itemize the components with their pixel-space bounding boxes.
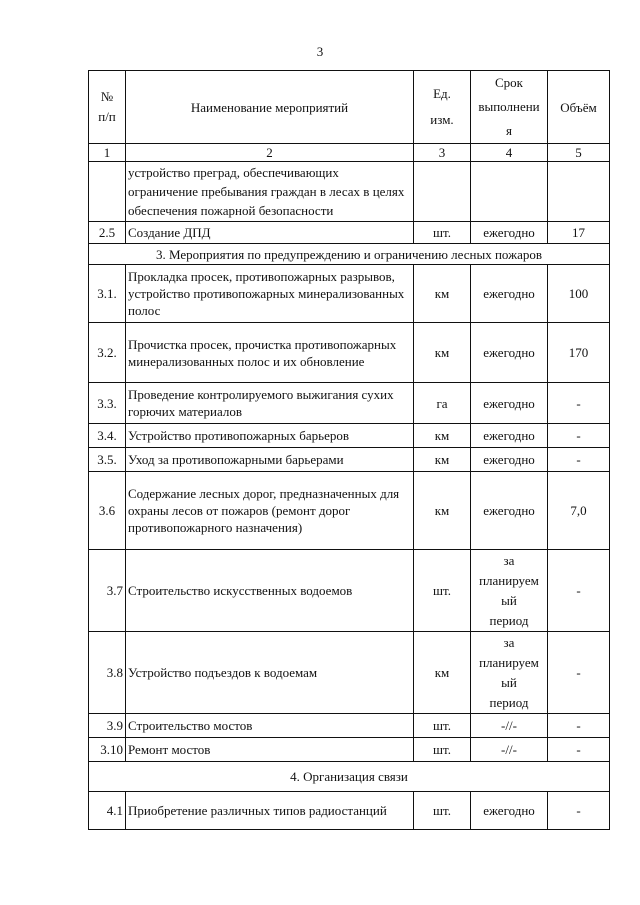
cell-num: 3.6 — [89, 472, 126, 550]
cell-num: 3.2. — [89, 323, 126, 383]
table-row — [89, 222, 610, 244]
table-row — [89, 550, 610, 632]
cell-unit: шт. — [414, 222, 471, 244]
cell-num: 3.9 — [89, 714, 126, 738]
cell-volume: 100 — [548, 265, 610, 323]
table-header-row — [89, 71, 610, 144]
section-title: 3. Мероприятия по предупреждению и ограничению лесных пожаров — [89, 244, 610, 265]
cell-name: Строительство искусственных водоемов — [126, 550, 414, 632]
table-row — [89, 738, 610, 762]
cell-name: Прочистка просек, прочистка противопожарных минерализованных полос и их обновление — [126, 323, 414, 383]
cell-unit: шт. — [414, 792, 471, 830]
cell-term — [471, 162, 548, 222]
cell-volume: - — [548, 738, 610, 762]
cell-volume: - — [548, 792, 610, 830]
cell-unit: км — [414, 265, 471, 323]
cell-num: 4.1 — [89, 792, 126, 830]
cell-volume: 17 — [548, 222, 610, 244]
column-number: 5 — [548, 144, 610, 162]
cell-num: 3.7 — [89, 550, 126, 632]
cell-volume — [548, 162, 610, 222]
table-row — [89, 448, 610, 472]
cell-unit — [414, 162, 471, 222]
cell-name: Создание ДПД — [126, 222, 414, 244]
cell-name-continued: устройство преград, обеспечивающих ограничение пребывания граждан в лесах в целях обеспечения пожарной безопасности — [126, 162, 414, 222]
cell-unit: км — [414, 448, 471, 472]
cell-unit: га — [414, 383, 471, 424]
column-number: 4 — [471, 144, 548, 162]
cell-unit: км — [414, 424, 471, 448]
table-row — [89, 424, 610, 448]
table-row — [89, 632, 610, 714]
cell-name: Устройство противопожарных барьеров — [126, 424, 414, 448]
table-row — [89, 714, 610, 738]
table-row — [89, 792, 610, 830]
cell-unit: км — [414, 472, 471, 550]
column-number: 1 — [89, 144, 126, 162]
cell-volume: - — [548, 448, 610, 472]
header-unit: Ед. изм. — [414, 71, 471, 144]
cell-num: 3.5. — [89, 448, 126, 472]
cell-num: 3.8 — [89, 632, 126, 714]
section-header-4 — [89, 762, 610, 792]
section-header-3 — [89, 244, 610, 265]
table-row — [89, 162, 610, 222]
activities-table — [88, 70, 610, 830]
cell-name: Строительство мостов — [126, 714, 414, 738]
page-number: 3 — [316, 44, 324, 59]
cell-term: ежегодно — [471, 472, 548, 550]
cell-term: -//- — [471, 738, 548, 762]
cell-name: Ремонт мостов — [126, 738, 414, 762]
column-numbers-row — [89, 144, 610, 162]
cell-term: ежегодно — [471, 323, 548, 383]
cell-volume: - — [548, 714, 610, 738]
cell-volume: - — [548, 383, 610, 424]
cell-name: Приобретение различных типов радиостанций — [126, 792, 414, 830]
table-row — [89, 323, 610, 383]
cell-unit: км — [414, 632, 471, 714]
cell-name: Прокладка просек, противопожарных разрывов, устройство противопожарных минерализованных полос — [126, 265, 414, 323]
header-volume: Объём — [548, 71, 610, 144]
cell-term: ежегодно — [471, 792, 548, 830]
table-row — [89, 472, 610, 550]
cell-num: 3.4. — [89, 424, 126, 448]
cell-num: 3.10 — [89, 738, 126, 762]
cell-unit: шт. — [414, 738, 471, 762]
cell-volume: 7,0 — [548, 472, 610, 550]
cell-term: ежегодно — [471, 448, 548, 472]
header-num: № п/п — [89, 71, 126, 144]
cell-volume: - — [548, 550, 610, 632]
header-name: Наименование мероприятий — [126, 71, 414, 144]
table-row — [89, 265, 610, 323]
cell-term: ежегодно — [471, 265, 548, 323]
cell-num: 2.5 — [89, 222, 126, 244]
section-title: 4. Организация связи — [89, 762, 610, 792]
cell-name: Проведение контролируемого выжигания сухих горючих материалов — [126, 383, 414, 424]
cell-num: 3.1. — [89, 265, 126, 323]
cell-num: 3.3. — [89, 383, 126, 424]
cell-name: Устройство подъездов к водоемам — [126, 632, 414, 714]
header-term: Срок выполнени я — [471, 71, 548, 144]
cell-unit: шт. — [414, 714, 471, 738]
cell-volume: - — [548, 424, 610, 448]
column-number: 3 — [414, 144, 471, 162]
table-row — [89, 383, 610, 424]
cell-num — [89, 162, 126, 222]
cell-name: Уход за противопожарными барьерами — [126, 448, 414, 472]
cell-term: за планируем ый период — [471, 632, 548, 714]
cell-term: -//- — [471, 714, 548, 738]
cell-unit: шт. — [414, 550, 471, 632]
cell-name: Содержание лесных дорог, предназначенных для охраны лесов от пожаров (ремонт дорог противопожарного назначения) — [126, 472, 414, 550]
cell-term: за планируем ый период — [471, 550, 548, 632]
cell-volume: 170 — [548, 323, 610, 383]
cell-unit: км — [414, 323, 471, 383]
cell-term: ежегодно — [471, 424, 548, 448]
cell-volume: - — [548, 632, 610, 714]
cell-term: ежегодно — [471, 383, 548, 424]
column-number: 2 — [126, 144, 414, 162]
cell-term: ежегодно — [471, 222, 548, 244]
